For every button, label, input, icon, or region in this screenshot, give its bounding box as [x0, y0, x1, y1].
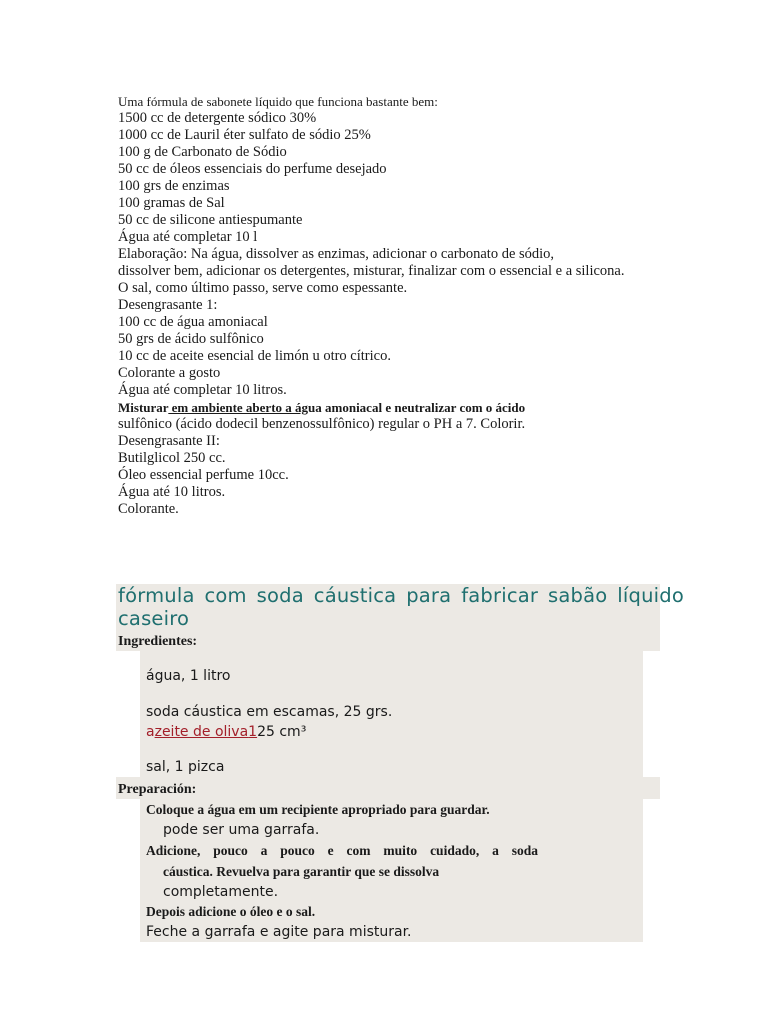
recipe-line: Colorante a gosto [118, 365, 221, 381]
intro-line: Uma fórmula de sabonete líquido que funciona bastante bem: [118, 94, 438, 109]
recipe-line: dissolver bem, adicionar os detergentes, misturar, finalizar com o essencial e a silicona. [118, 263, 625, 279]
recipe-line: 50 cc de óleos essenciais do perfume desejado [118, 161, 387, 177]
ingredients-heading: Ingredientes: [118, 634, 198, 649]
recipe-line: 100 gramas de Sal [118, 195, 225, 211]
recipe-line: Butilglicol 250 cc. [118, 450, 226, 466]
recipe-line: Desengrasante II: [118, 433, 220, 449]
recipe-line: 1500 cc de detergente sódico 30% [118, 110, 317, 126]
recipe-line: 100 grs de enzimas [118, 178, 230, 194]
mix-part-b: em ambiente aberto a ág [168, 400, 309, 415]
mix-part-c: ua amoniacal e neutralizar com o ácido [308, 400, 526, 415]
recipe-text-block [118, 93, 718, 518]
recipe-line: 50 cc de silicone antiespumante [118, 212, 303, 228]
recipe-lines-2 [118, 416, 718, 518]
ingredient-oil: azeite de oliva125 cm³ [146, 724, 307, 740]
recipe-line: 50 grs de ácido sulfônico [118, 331, 264, 347]
ingredient-water: água, 1 litro [146, 668, 231, 684]
mix-instruction [118, 399, 718, 416]
recipe-lines [118, 110, 718, 399]
step-2: Adicione, pouco a pouco e com muito cuidado, a soda [146, 843, 538, 858]
ingredient-soda: soda cáustica em escamas, 25 grs. [146, 704, 393, 720]
recipe-line: Desengrasante 1: [118, 297, 218, 313]
ingredient-salt: sal, 1 pizca [146, 759, 225, 775]
mix-part-a: Misturar [118, 400, 169, 415]
recipe-line: 100 g de Carbonato de Sódio [118, 144, 287, 160]
step-3: Depois adicione o óleo e o sal. [146, 904, 316, 919]
recipe-line: sulfônico (ácido dodecil benzenossulfônico) regular o PH a 7. Colorir. [118, 416, 526, 432]
step-1-cont: pode ser uma garrafa. [163, 822, 320, 838]
step-2-b: cáustica. Revuelva para garantir que se dissolva [163, 864, 440, 879]
section-title: fórmula com soda cáustica para fabricar sabão líquido caseiro [118, 584, 684, 630]
recipe-line: Colorante. [118, 501, 179, 517]
recipe-line: 10 cc de aceite esencial de limón u otro cítrico. [118, 348, 391, 364]
prep-heading-band [116, 777, 660, 799]
prep-heading: Preparación: [118, 782, 197, 797]
recipe-line: Óleo essencial perfume 10cc. [118, 467, 289, 483]
recipe-line: 100 cc de água amoniacal [118, 314, 268, 330]
step-4: Feche a garrafa e agite para misturar. [146, 924, 412, 940]
recipe-line: Elaboração: Na água, dissolver as enzimas, adicionar o carbonato de sódio, [118, 246, 555, 262]
recipe-line: O sal, como último passo, serve como espessante. [118, 280, 408, 296]
step-2-cont: completamente. [163, 884, 279, 900]
olive-oil-link[interactable]: zeite de oliva [154, 724, 249, 740]
recipe-line: Água até 10 litros. [118, 484, 226, 500]
recipe-line: Água até completar 10 l [118, 229, 258, 245]
recipe-line: 1000 cc de Lauril éter sulfato de sódio 25% [118, 127, 371, 143]
recipe-line: Água até completar 10 litros. [118, 382, 287, 398]
step-1: Coloque a água em um recipiente apropriado para guardar. [146, 802, 490, 817]
